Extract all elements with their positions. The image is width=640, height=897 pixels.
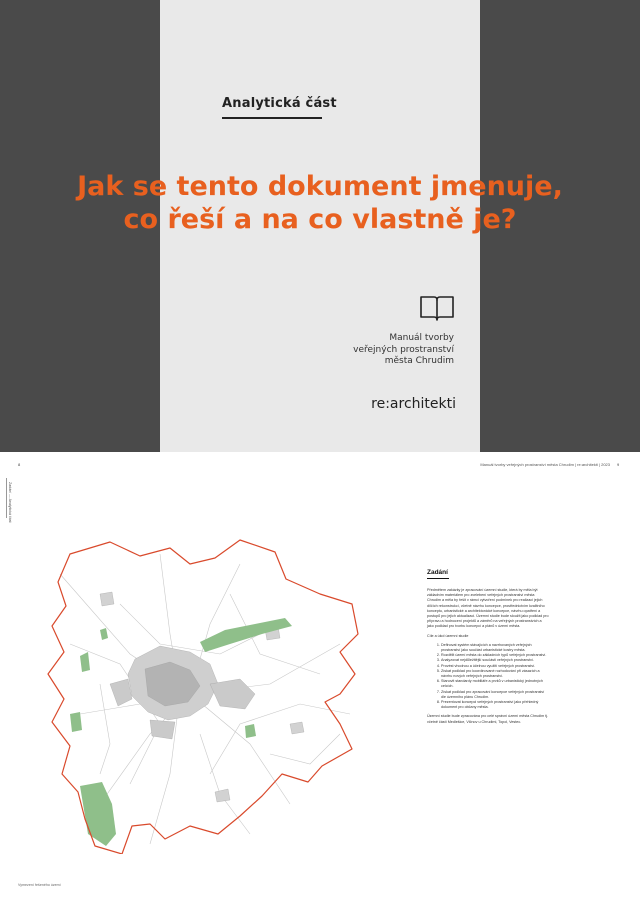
zadani-goals-title: Cíle a úkol územní studie bbox=[427, 633, 469, 638]
headline-line-1: Jak se tento dokument jmenuje, bbox=[77, 171, 563, 202]
zadani-outro: Územní studie bude zpracována pro celé správní území města Chrudim tj. včetně částí Medlešice, Vlčnov u Chrudimi, Topol, Vestec. bbox=[427, 714, 549, 724]
running-header: Manuál tvorby veřejných prostranství města Chrudim | re:architekti | 2023 bbox=[480, 462, 610, 467]
goal-item: 1. Definovat systém stávajících a navrhovaných veřejných prostranství jako součást urbanistické kostry města. bbox=[441, 643, 549, 653]
zadani-heading-underline bbox=[427, 578, 449, 579]
goal-item: 6. Stanovit standardy mobiliáře a prvků v urbanistický jednotných celcích. bbox=[441, 679, 549, 689]
caption-line: města Chrudim bbox=[384, 356, 454, 366]
zadani-heading: Zadání bbox=[427, 569, 448, 576]
goal-item: 7. Získat podklad pro zpracování koncepce veřejných prostranství dle územního plánu Chrudim. bbox=[441, 690, 549, 700]
page-number-right: 9 bbox=[617, 462, 620, 467]
open-book-icon bbox=[419, 294, 455, 322]
section-title: Analytická část bbox=[222, 96, 337, 111]
headline-line-2: co řeší a na co vlastně je? bbox=[123, 204, 517, 235]
goal-item: 8. Prezentovat koncepci veřejných prostranství jako přehledný dokument pro občany města. bbox=[441, 700, 549, 710]
manual-caption bbox=[340, 333, 454, 368]
map-caption: Vymezení řešeného území bbox=[18, 883, 61, 887]
zadani-body bbox=[427, 588, 549, 729]
section-title-underline bbox=[222, 117, 322, 119]
side-tab-label: Zadání — Analytická část bbox=[8, 482, 12, 523]
caption-line: Manuál tvorby bbox=[389, 333, 454, 343]
zadani-intro: Předmětem zakázky je zpracování územní studie, která by měla být základním materiálem pro zvelebení veřejných prostranství města Chrudim a měla by řešit v rámci vytvoření podmínek pro realizaci jejich dílčích rekonstrukcí, včetně návrhu koncepce, prostřednictvím kvalitního konceptu, urbanistické a architektonické koncepce, návrhu opatření a postupů pro jejich aktualizaci. Územní studie bude sloužit jako podklad pro přípravu a hodnocení projektů a záměrů na veřejných prostranstvích a jako podklad pro tvorbu koncepcí a plánů v území města. bbox=[427, 588, 549, 629]
goal-item: 2. Rozdělit území města do základních typů veřejných prostranství. bbox=[441, 653, 549, 658]
caption-line: veřejných prostranství bbox=[353, 344, 454, 355]
cover-headline bbox=[0, 170, 640, 236]
territory-map bbox=[40, 534, 370, 854]
goal-item: 4. Provést vhodnou a účelnou využití veřejných prostranství. bbox=[441, 664, 549, 669]
studio-logo: re:architekti bbox=[371, 396, 456, 412]
goal-item: 3. Analyzovat nejdůležitější součásti veřejných prostranství. bbox=[441, 658, 549, 663]
page-number-left: 8 bbox=[18, 462, 21, 467]
zadani-goals-list bbox=[427, 643, 549, 711]
goal-item: 5. Získat podklad pro koordinované rozhodování při zásazích a návrhu nových veřejných prostranství. bbox=[441, 669, 549, 679]
document-spread bbox=[0, 452, 640, 897]
